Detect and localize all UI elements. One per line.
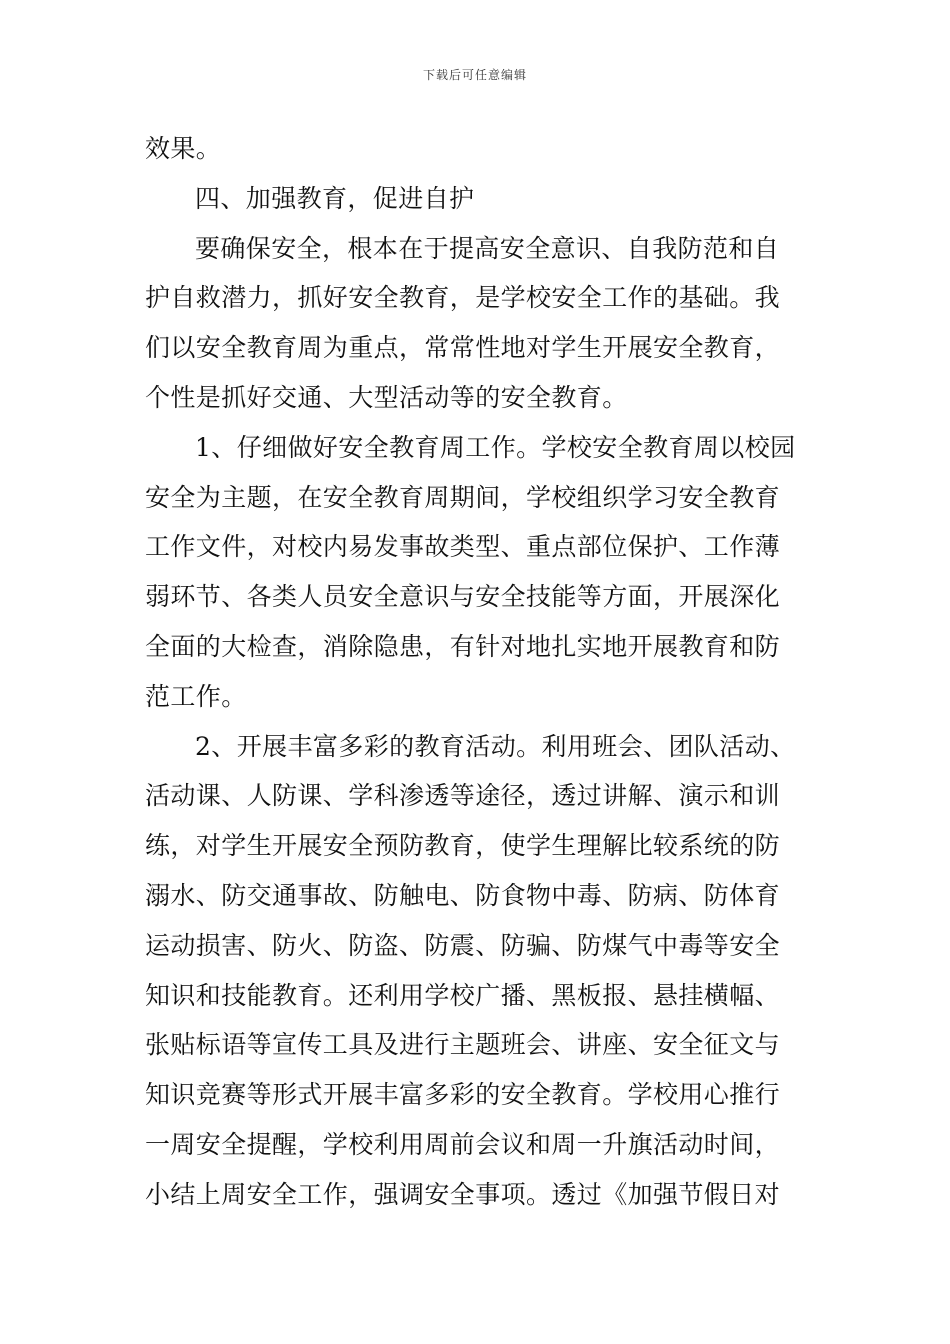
text-line: 工作文件，对校内易发事故类型、重点部位保护、工作薄 xyxy=(145,532,781,562)
text-line: 护自救潜力，抓好安全教育，是学校安全工作的基础。我 xyxy=(145,283,781,313)
text-line: 知识和技能教育。还利用学校广播、黑板报、悬挂横幅、 xyxy=(145,980,781,1010)
text-line: 1、仔细做好安全教育周工作。学校安全教育周以校园 xyxy=(195,432,796,462)
header-note: 下载后可任意编辑 xyxy=(422,68,527,82)
text-line: 全面的大检查，消除隐患，有针对地扎实地开展教育和防 xyxy=(145,631,781,661)
text-line: 活动课、人防课、学科渗透等途径，透过讲解、演示和训 xyxy=(145,781,781,811)
text-line: 个性是抓好交通、大型活动等的安全教育。 xyxy=(145,382,628,412)
text-line: 小结上周安全工作，强调安全事项。透过《加强节假日对 xyxy=(145,1179,781,1209)
text-line: 一周安全提醒，学校利用周前会议和周一升旗活动时间， xyxy=(145,1129,781,1159)
text-line: 范工作。 xyxy=(145,681,247,711)
text-line: 溺水、防交通事故、防触电、防食物中毒、防病、防体育 xyxy=(145,880,781,910)
text-line: 效果。 xyxy=(145,134,222,163)
section-heading: 四、加强教育，促进自护 xyxy=(195,183,475,213)
text-line: 要确保安全，根本在于提高安全意识、自我防范和自 xyxy=(195,233,780,263)
body-text xyxy=(145,124,810,1220)
text-line: 运动损害、防火、防盗、防震、防骗、防煤气中毒等安全 xyxy=(145,930,781,960)
text-line: 张贴标语等宣传工具及进行主题班会、讲座、安全征文与 xyxy=(145,1030,781,1060)
text-line: 弱环节、各类人员安全意识与安全技能等方面，开展深化 xyxy=(145,582,781,612)
text-line: 2、开展丰富多彩的教育活动。利用班会、团队活动、 xyxy=(195,731,796,761)
text-line: 练，对学生开展安全预防教育，使学生理解比较系统的防 xyxy=(145,831,781,861)
text-line: 们以安全教育周为重点，常常性地对学生开展安全教育， xyxy=(145,333,781,363)
text-line: 知识竞赛等形式开展丰富多彩的安全教育。学校用心推行 xyxy=(145,1080,781,1110)
text-line: 安全为主题，在安全教育周期间，学校组织学习安全教育 xyxy=(145,482,781,512)
